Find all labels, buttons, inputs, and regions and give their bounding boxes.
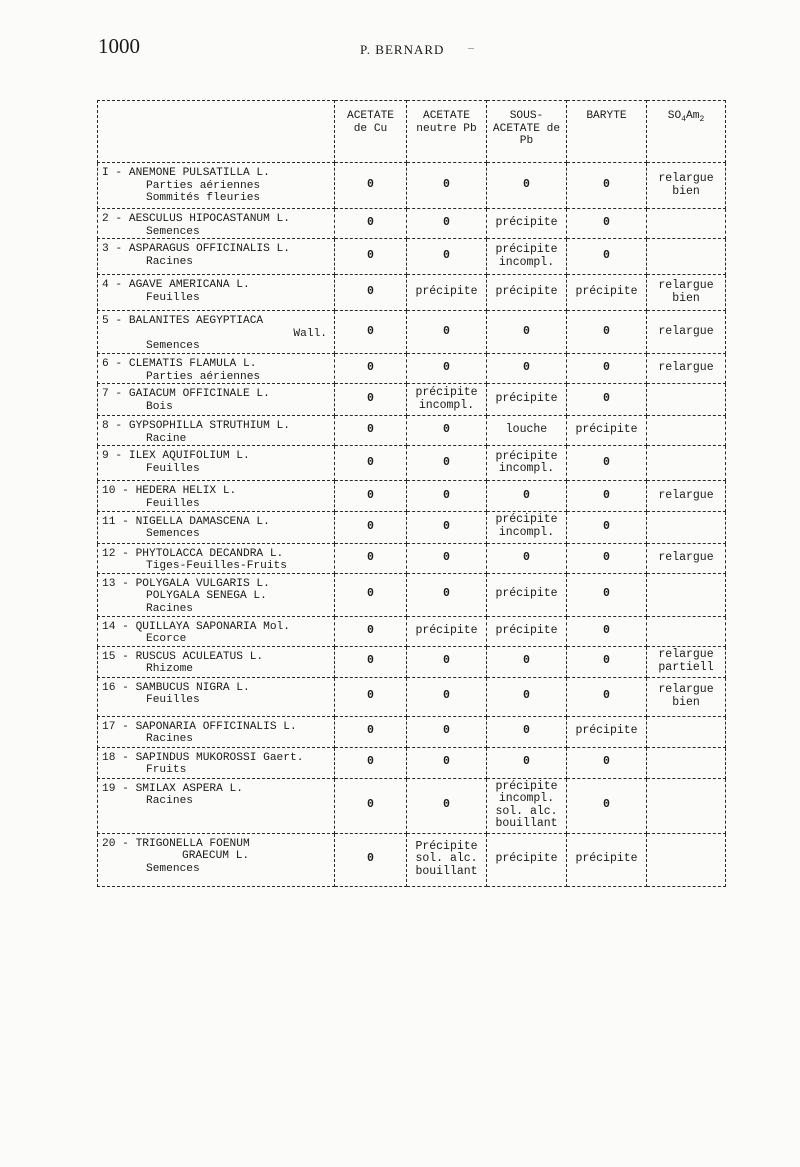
value-acetate-cu: 0 <box>335 481 407 511</box>
plant-cell <box>98 511 335 543</box>
value-so4am2 <box>647 209 726 239</box>
header-so4am2: $SO_4Am_2$ <box>647 101 726 163</box>
value-so4am2 <box>647 616 726 646</box>
value-so4am2: relargue <box>647 311 726 354</box>
table-row <box>98 353 726 383</box>
value-so4am2: relargue <box>647 353 726 383</box>
value-baryte: précipite <box>567 716 647 747</box>
table-row <box>98 384 726 416</box>
value-acetate-cu: 0 <box>335 543 407 573</box>
plant-cell <box>98 384 335 416</box>
table-row <box>98 239 726 275</box>
value-sous-acetate-pb: précipite incompl. <box>487 511 567 543</box>
value-so4am2 <box>647 716 726 747</box>
plant-detail: Parties aériennes <box>146 370 261 383</box>
header-baryte: BARYTE <box>567 101 647 163</box>
table-row <box>98 747 726 778</box>
value-acetate-cu: 0 <box>335 384 407 416</box>
value-acetate-neutre-pb: 0 <box>407 416 487 446</box>
plant-name: 10 - HEDERA HELIX L. <box>102 485 237 498</box>
table-row <box>98 275 726 311</box>
value-acetate-neutre-pb: 0 <box>407 747 487 778</box>
value-acetate-cu: 0 <box>335 239 407 275</box>
plant-cell <box>98 677 335 716</box>
value-sous-acetate-pb: 0 <box>487 163 567 209</box>
plant-name: 15 - RUSCUS ACULEATUS L. <box>102 650 264 663</box>
value-acetate-cu: 0 <box>335 778 407 833</box>
table-row <box>98 616 726 646</box>
value-sous-acetate-pb: précipite <box>487 833 567 886</box>
plant-detail: Bois <box>146 400 173 413</box>
plant-name: 6 - CLEMATIS FLAMULA L. <box>102 357 257 370</box>
plant-detail: Feuilles <box>146 291 200 304</box>
plant-detail: Racines <box>146 255 193 268</box>
plant-detail: Parties aériennes <box>146 179 261 192</box>
table-row <box>98 311 726 354</box>
table-row <box>98 481 726 511</box>
value-so4am2: relargue partiell <box>647 646 726 677</box>
value-sous-acetate-pb: précipite <box>487 209 567 239</box>
value-so4am2 <box>647 446 726 481</box>
value-baryte: 0 <box>567 481 647 511</box>
plant-cell <box>98 747 335 778</box>
value-sous-acetate-pb: précipite incompl. sol. alc. bouillant <box>487 778 567 833</box>
plant-name: 18 - SAPINDUS MUKOROSSI Gaert. <box>102 751 304 764</box>
value-acetate-cu: 0 <box>335 353 407 383</box>
value-so4am2 <box>647 747 726 778</box>
plant-cell <box>98 239 335 275</box>
plant-detail: Semences <box>146 225 200 238</box>
value-sous-acetate-pb: précipite <box>487 573 567 616</box>
plant-detail: Racines <box>146 795 193 808</box>
plant-name: 13 - POLYGALA VULGARIS L. <box>102 577 270 590</box>
plant-detail: Wall. <box>293 327 327 340</box>
table-row <box>98 511 726 543</box>
value-baryte: précipite <box>567 275 647 311</box>
value-acetate-neutre-pb: 0 <box>407 481 487 511</box>
header-sous-acetate-pb: SOUS- ACETATE de Pb <box>487 101 567 163</box>
plant-cell <box>98 616 335 646</box>
value-sous-acetate-pb: précipite <box>487 616 567 646</box>
value-acetate-neutre-pb: 0 <box>407 311 487 354</box>
plant-detail: Fruits <box>146 764 187 777</box>
value-acetate-cu: 0 <box>335 275 407 311</box>
plant-detail: GRAECUM L. <box>182 850 250 863</box>
plant-cell <box>98 209 335 239</box>
plant-cell <box>98 573 335 616</box>
value-baryte: 0 <box>567 646 647 677</box>
plant-name: 14 - QUILLAYA SAPONARIA Mol. <box>102 620 290 633</box>
value-baryte: 0 <box>567 778 647 833</box>
plant-detail: Feuilles <box>146 694 200 707</box>
value-sous-acetate-pb: précipite <box>487 275 567 311</box>
value-acetate-neutre-pb: 0 <box>407 209 487 239</box>
value-so4am2 <box>647 511 726 543</box>
value-baryte: 0 <box>567 446 647 481</box>
table-header-row <box>98 101 726 163</box>
plant-detail: Racines <box>146 733 193 746</box>
value-so4am2: relargue <box>647 543 726 573</box>
value-baryte: 0 <box>567 384 647 416</box>
value-acetate-cu: 0 <box>335 416 407 446</box>
value-acetate-neutre-pb: 0 <box>407 446 487 481</box>
plant-name: 11 - NIGELLA DAMASCENA L. <box>102 515 270 528</box>
value-so4am2 <box>647 573 726 616</box>
value-sous-acetate-pb: précipite incompl. <box>487 446 567 481</box>
plant-name: 7 - GAIACUM OFFICINALE L. <box>102 388 270 401</box>
value-acetate-cu: 0 <box>335 311 407 354</box>
value-sous-acetate-pb: 0 <box>487 747 567 778</box>
value-sous-acetate-pb: précipite incompl. <box>487 239 567 275</box>
table-row <box>98 677 726 716</box>
value-acetate-cu: 0 <box>335 446 407 481</box>
header-acetate-cu: ACETATE de Cu <box>335 101 407 163</box>
value-so4am2 <box>647 416 726 446</box>
plant-detail: Tiges-Feuilles-Fruits <box>146 560 287 573</box>
table-row <box>98 163 726 209</box>
plant-detail: Rhizome <box>146 663 193 676</box>
plant-cell <box>98 311 335 354</box>
plant-detail: Sommités fleuries <box>146 192 261 205</box>
table-row <box>98 416 726 446</box>
plant-cell <box>98 163 335 209</box>
table-row <box>98 646 726 677</box>
plant-detail: Semences <box>146 528 200 541</box>
plant-detail: Semences <box>146 862 200 875</box>
plant-cell <box>98 353 335 383</box>
value-acetate-cu: 0 <box>335 716 407 747</box>
value-so4am2: relargue bien <box>647 163 726 209</box>
value-acetate-neutre-pb: 0 <box>407 646 487 677</box>
value-acetate-neutre-pb: 0 <box>407 677 487 716</box>
plant-cell <box>98 833 335 886</box>
value-baryte: précipite <box>567 833 647 886</box>
header-acetate-neutre-pb: ACETATE neutre Pb <box>407 101 487 163</box>
value-sous-acetate-pb: 0 <box>487 481 567 511</box>
value-sous-acetate-pb: précipite <box>487 384 567 416</box>
table-row <box>98 573 726 616</box>
value-sous-acetate-pb: 0 <box>487 677 567 716</box>
value-acetate-neutre-pb: 0 <box>407 573 487 616</box>
value-acetate-neutre-pb: 0 <box>407 511 487 543</box>
page-header <box>98 34 718 64</box>
value-sous-acetate-pb: 0 <box>487 543 567 573</box>
value-baryte: précipite <box>567 416 647 446</box>
table-row <box>98 446 726 481</box>
value-so4am2: relargue bien <box>647 677 726 716</box>
header-mark <box>468 48 474 49</box>
value-so4am2: relargue bien <box>647 275 726 311</box>
plant-cell <box>98 275 335 311</box>
plant-name: 3 - ASPARAGUS OFFICINALIS L. <box>102 243 290 256</box>
plant-detail: Feuilles <box>146 497 200 510</box>
table-row <box>98 716 726 747</box>
page-number: 1000 <box>98 34 140 58</box>
value-baryte: 0 <box>567 616 647 646</box>
value-acetate-cu: 0 <box>335 511 407 543</box>
value-acetate-neutre-pb: 0 <box>407 353 487 383</box>
value-acetate-cu: 0 <box>335 677 407 716</box>
plant-cell <box>98 716 335 747</box>
table-row <box>98 209 726 239</box>
plant-detail: Ecorce <box>146 633 187 646</box>
value-so4am2 <box>647 239 726 275</box>
value-baryte: 0 <box>567 239 647 275</box>
value-acetate-neutre-pb: 0 <box>407 163 487 209</box>
value-acetate-neutre-pb: 0 <box>407 778 487 833</box>
plant-detail: Semences <box>146 340 200 353</box>
plant-name: 2 - AESCULUS HIPOCASTANUM L. <box>102 213 290 225</box>
value-acetate-neutre-pb: 0 <box>407 239 487 275</box>
plant-name: 4 - AGAVE AMERICANA L. <box>102 279 250 292</box>
value-acetate-neutre-pb: précipite <box>407 616 487 646</box>
value-sous-acetate-pb: 0 <box>487 646 567 677</box>
results-table <box>97 100 726 887</box>
table-row <box>98 543 726 573</box>
plant-name: 5 - BALANITES AEGYPTIACA <box>102 315 264 328</box>
value-baryte: 0 <box>567 209 647 239</box>
plant-name: I - ANEMONE PULSATILLA L. <box>102 167 270 179</box>
plant-name: 16 - SAMBUCUS NIGRA L. <box>102 681 250 694</box>
value-acetate-cu: 0 <box>335 573 407 616</box>
value-acetate-neutre-pb: précipite incompl. <box>407 384 487 416</box>
plant-name: 17 - SAPONARIA OFFICINALIS L. <box>102 720 297 733</box>
plant-detail: POLYGALA SENEGA L. <box>146 590 267 603</box>
value-acetate-cu: 0 <box>335 646 407 677</box>
value-so4am2 <box>647 833 726 886</box>
plant-cell <box>98 481 335 511</box>
value-acetate-cu: 0 <box>335 747 407 778</box>
plant-detail: Feuilles <box>146 462 200 475</box>
value-so4am2 <box>647 384 726 416</box>
plant-detail: Racine <box>146 432 187 445</box>
value-acetate-cu: 0 <box>335 209 407 239</box>
plant-cell <box>98 778 335 833</box>
value-acetate-cu: 0 <box>335 163 407 209</box>
value-baryte: 0 <box>567 511 647 543</box>
value-baryte: 0 <box>567 747 647 778</box>
value-acetate-neutre-pb: précipite <box>407 275 487 311</box>
value-sous-acetate-pb: louche <box>487 416 567 446</box>
value-acetate-neutre-pb: Précipite sol. alc. bouillant <box>407 833 487 886</box>
value-sous-acetate-pb: 0 <box>487 353 567 383</box>
value-acetate-neutre-pb: 0 <box>407 716 487 747</box>
value-baryte: 0 <box>567 573 647 616</box>
value-baryte: 0 <box>567 677 647 716</box>
value-sous-acetate-pb: 0 <box>487 716 567 747</box>
value-acetate-neutre-pb: 0 <box>407 543 487 573</box>
table-row <box>98 833 726 886</box>
value-so4am2 <box>647 778 726 833</box>
value-baryte: 0 <box>567 311 647 354</box>
plant-name: 19 - SMILAX ASPERA L. <box>102 782 243 795</box>
plant-name: 20 - TRIGONELLA FOENUM <box>102 837 250 850</box>
plant-name: 12 - PHYTOLACCA DECANDRA L. <box>102 547 284 560</box>
plant-cell <box>98 416 335 446</box>
plant-cell <box>98 646 335 677</box>
value-acetate-cu: 0 <box>335 616 407 646</box>
table-row <box>98 778 726 833</box>
plant-detail: Racines <box>146 602 193 615</box>
plant-name: 9 - ILEX AQUIFOLIUM L. <box>102 450 250 463</box>
value-so4am2: relargue <box>647 481 726 511</box>
value-acetate-cu: 0 <box>335 833 407 886</box>
plant-name: 8 - GYPSOPHILLA STRUTHIUM L. <box>102 420 290 433</box>
value-sous-acetate-pb: 0 <box>487 311 567 354</box>
value-baryte: 0 <box>567 353 647 383</box>
plant-cell <box>98 543 335 573</box>
page-author: P. BERNARD <box>360 42 445 57</box>
plant-cell <box>98 446 335 481</box>
header-plant <box>98 101 335 163</box>
value-baryte: 0 <box>567 543 647 573</box>
value-baryte: 0 <box>567 163 647 209</box>
